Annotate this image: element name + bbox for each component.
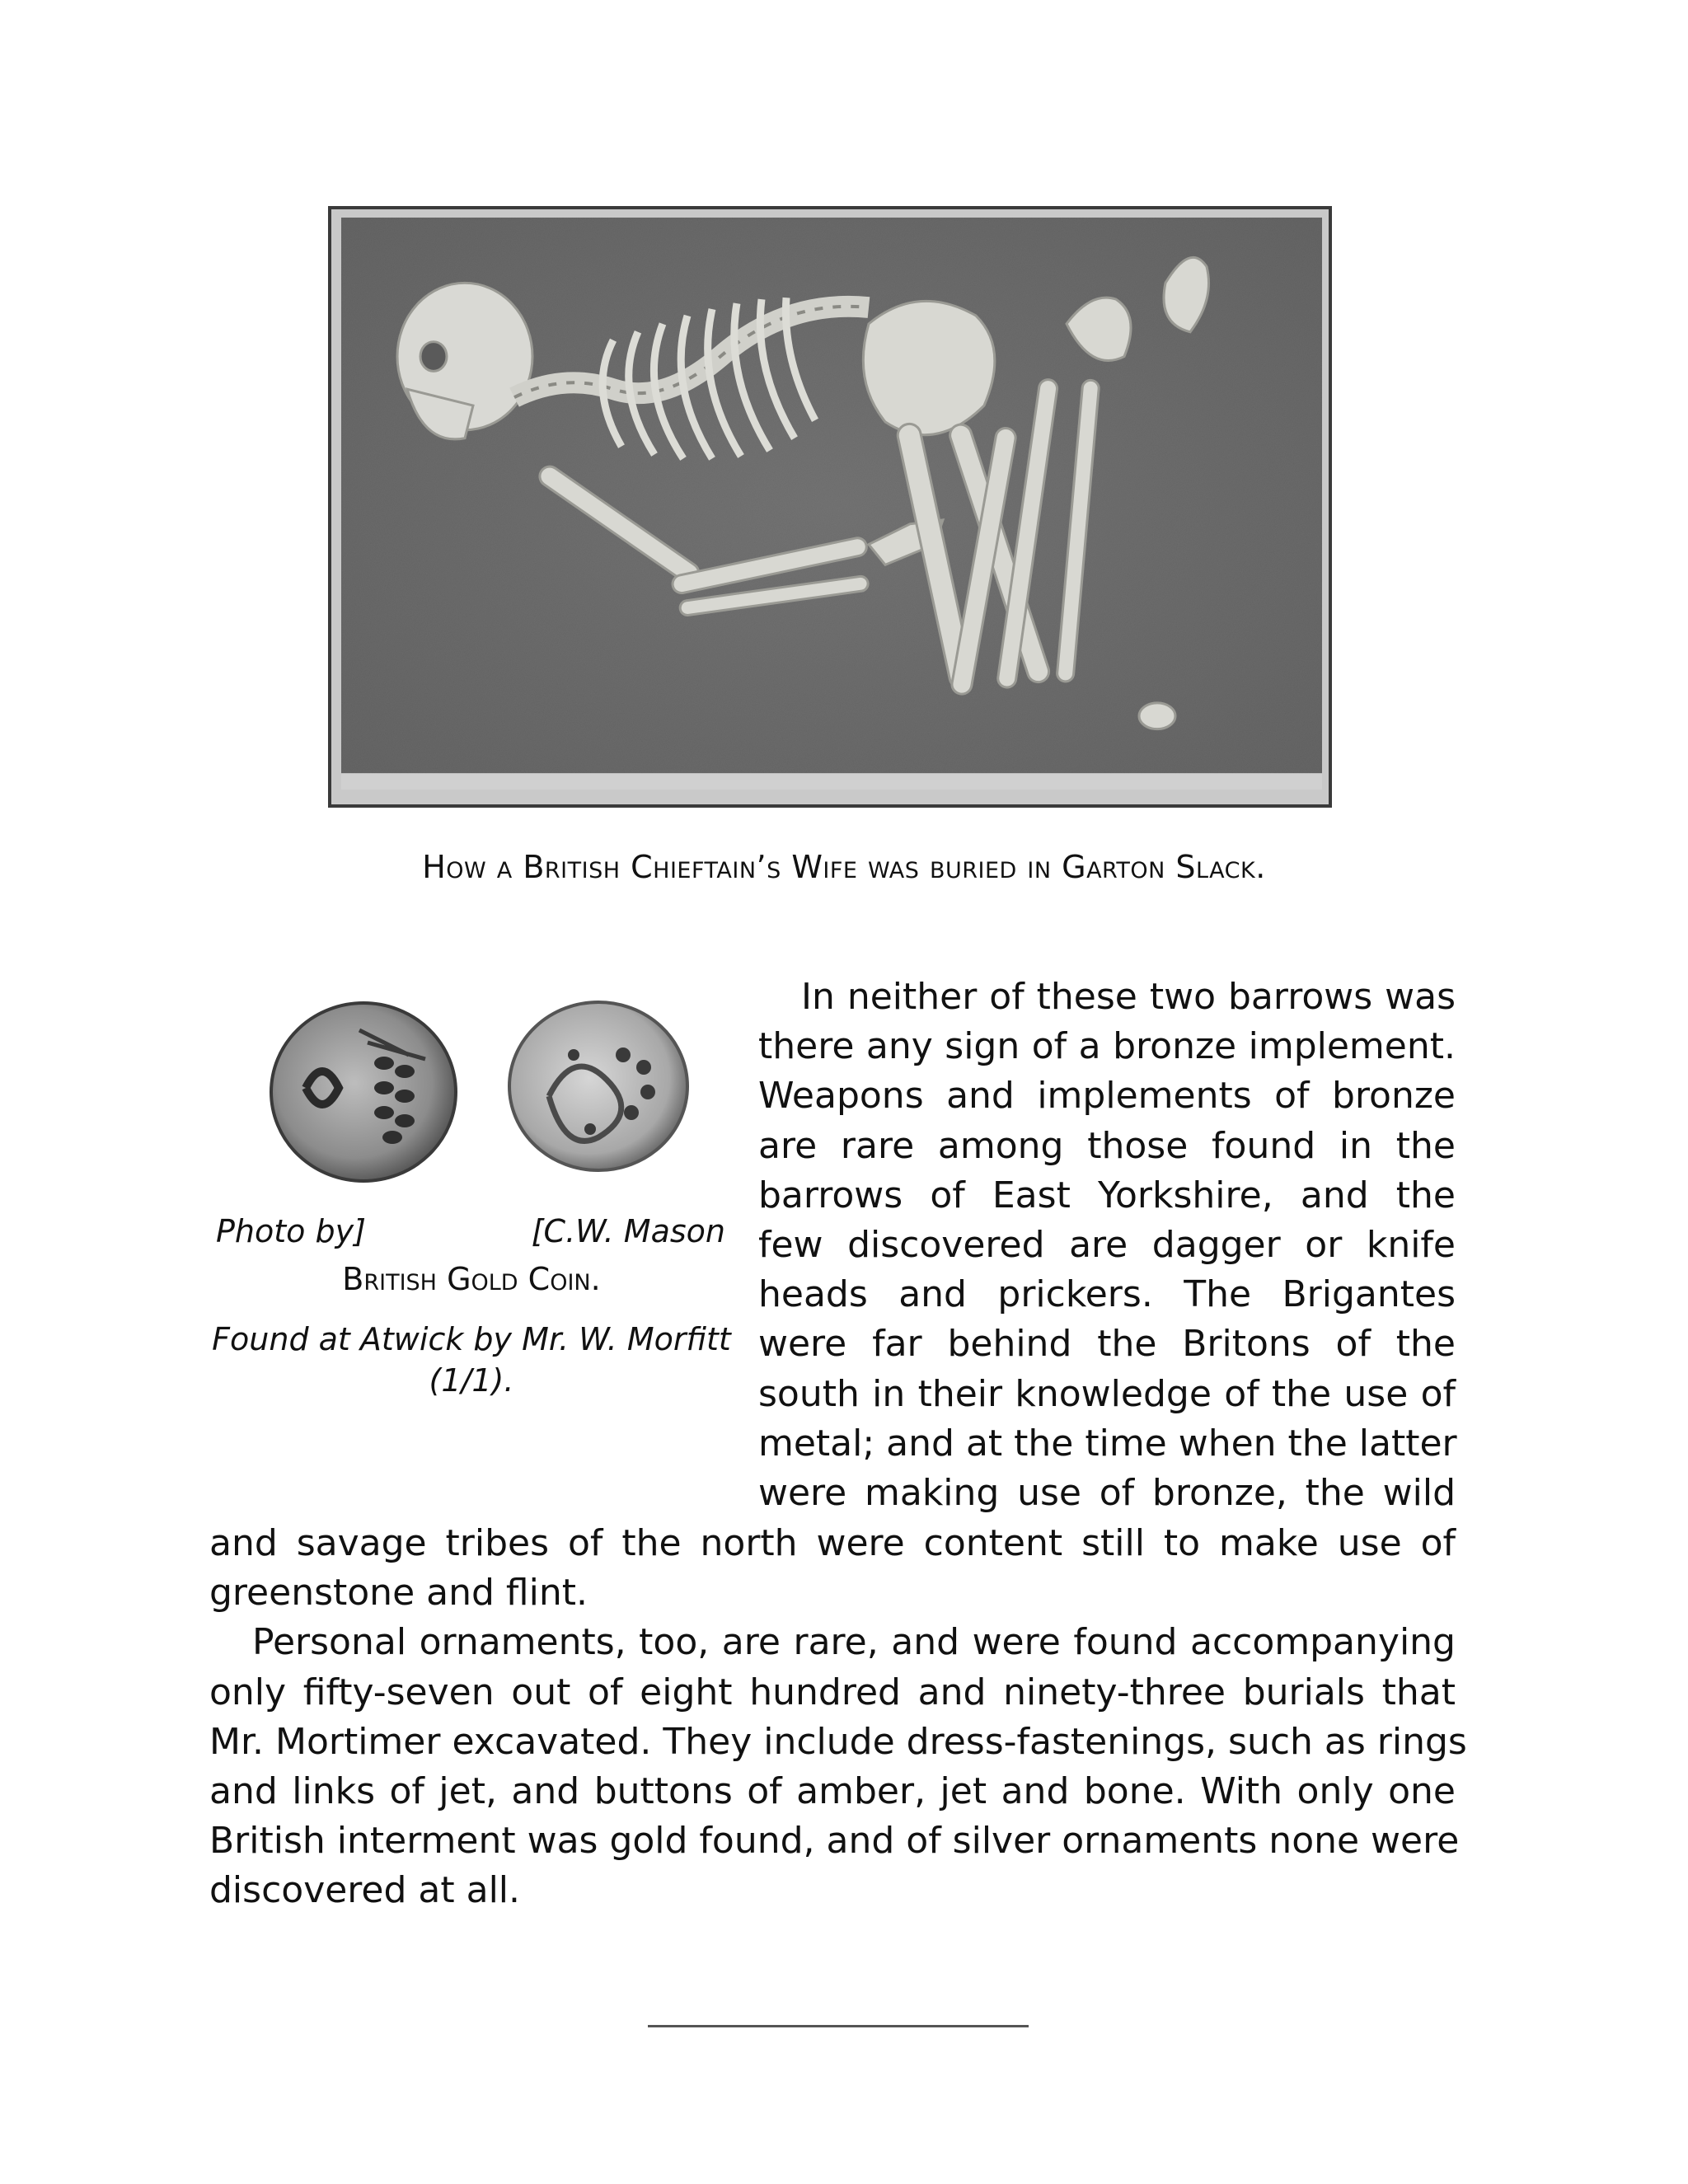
text-line: were far behind the Britons of the [758,1323,1456,1366]
paragraph-2-line: Personal ornaments, too, are rare, and were found accompanying [252,1621,1456,1664]
text-line: Weapons and implements of bronze [758,1075,1456,1118]
coin-photo-credit [216,1213,725,1249]
photo-credit-label: Photo by] [216,1213,366,1249]
skeleton-photograph [328,206,1332,808]
text-line: there any sign of a bronze implement. [758,1025,1456,1068]
coin-find-line-1: Found at Atwick by Mr. W. Morfitt [212,1321,731,1357]
text-line: few discovered are dagger or knife [758,1224,1456,1267]
coin-find-line-2: (1/1). [429,1362,514,1399]
coin-find-note [209,1319,734,1401]
text-line: heads and prickers. The Brigantes [758,1273,1456,1316]
text-line: were making use of bronze, the wild [758,1472,1456,1515]
coin-photographs [260,997,706,1195]
text-line: metal; and at the time when the latter [758,1422,1457,1465]
paragraph-2-line: discovered at all. [209,1869,521,1912]
paragraph-2-line: Mr. Mortimer excavated. They include dress-fastenings, such as rings [209,1720,1467,1763]
text-line: and savage tribes of the north were content still to make use of [209,1522,1456,1564]
plate-caption: How a British Chieftain’s Wife was buried in Garton Slack. [422,849,1266,885]
text-line: are rare among those found in the [758,1124,1456,1167]
coin-title: British Gold Coin. [342,1261,601,1297]
coin-figure [209,997,734,1459]
coin-photographs-image [260,997,706,1195]
text-line: In neither of these two barrows was [801,976,1456,1018]
body-text-full-width [209,1519,1467,1916]
text-line: barrows of East Yorkshire, and the [758,1174,1456,1216]
section-divider [648,2025,1029,2027]
paragraph-2-line: and links of jet, and buttons of amber, jet and bone. With only one [209,1770,1456,1813]
paragraph-2-line: only fifty-seven out of eight hundred and ninety-three burials that [209,1671,1456,1713]
coin-reverse [509,1002,687,1170]
paragraph-1-wrapped [758,972,1456,1518]
coin-obverse [271,1003,456,1181]
photo-credit-photographer: [C.W. Mason [531,1213,725,1249]
text-line: south in their knowledge of the use of [758,1372,1456,1415]
text-line: greenstone and flint. [209,1572,588,1615]
paragraph-2-line: British interment was gold found, and of silver ornaments none were [209,1820,1460,1863]
skeleton-photograph-image [341,218,1322,790]
